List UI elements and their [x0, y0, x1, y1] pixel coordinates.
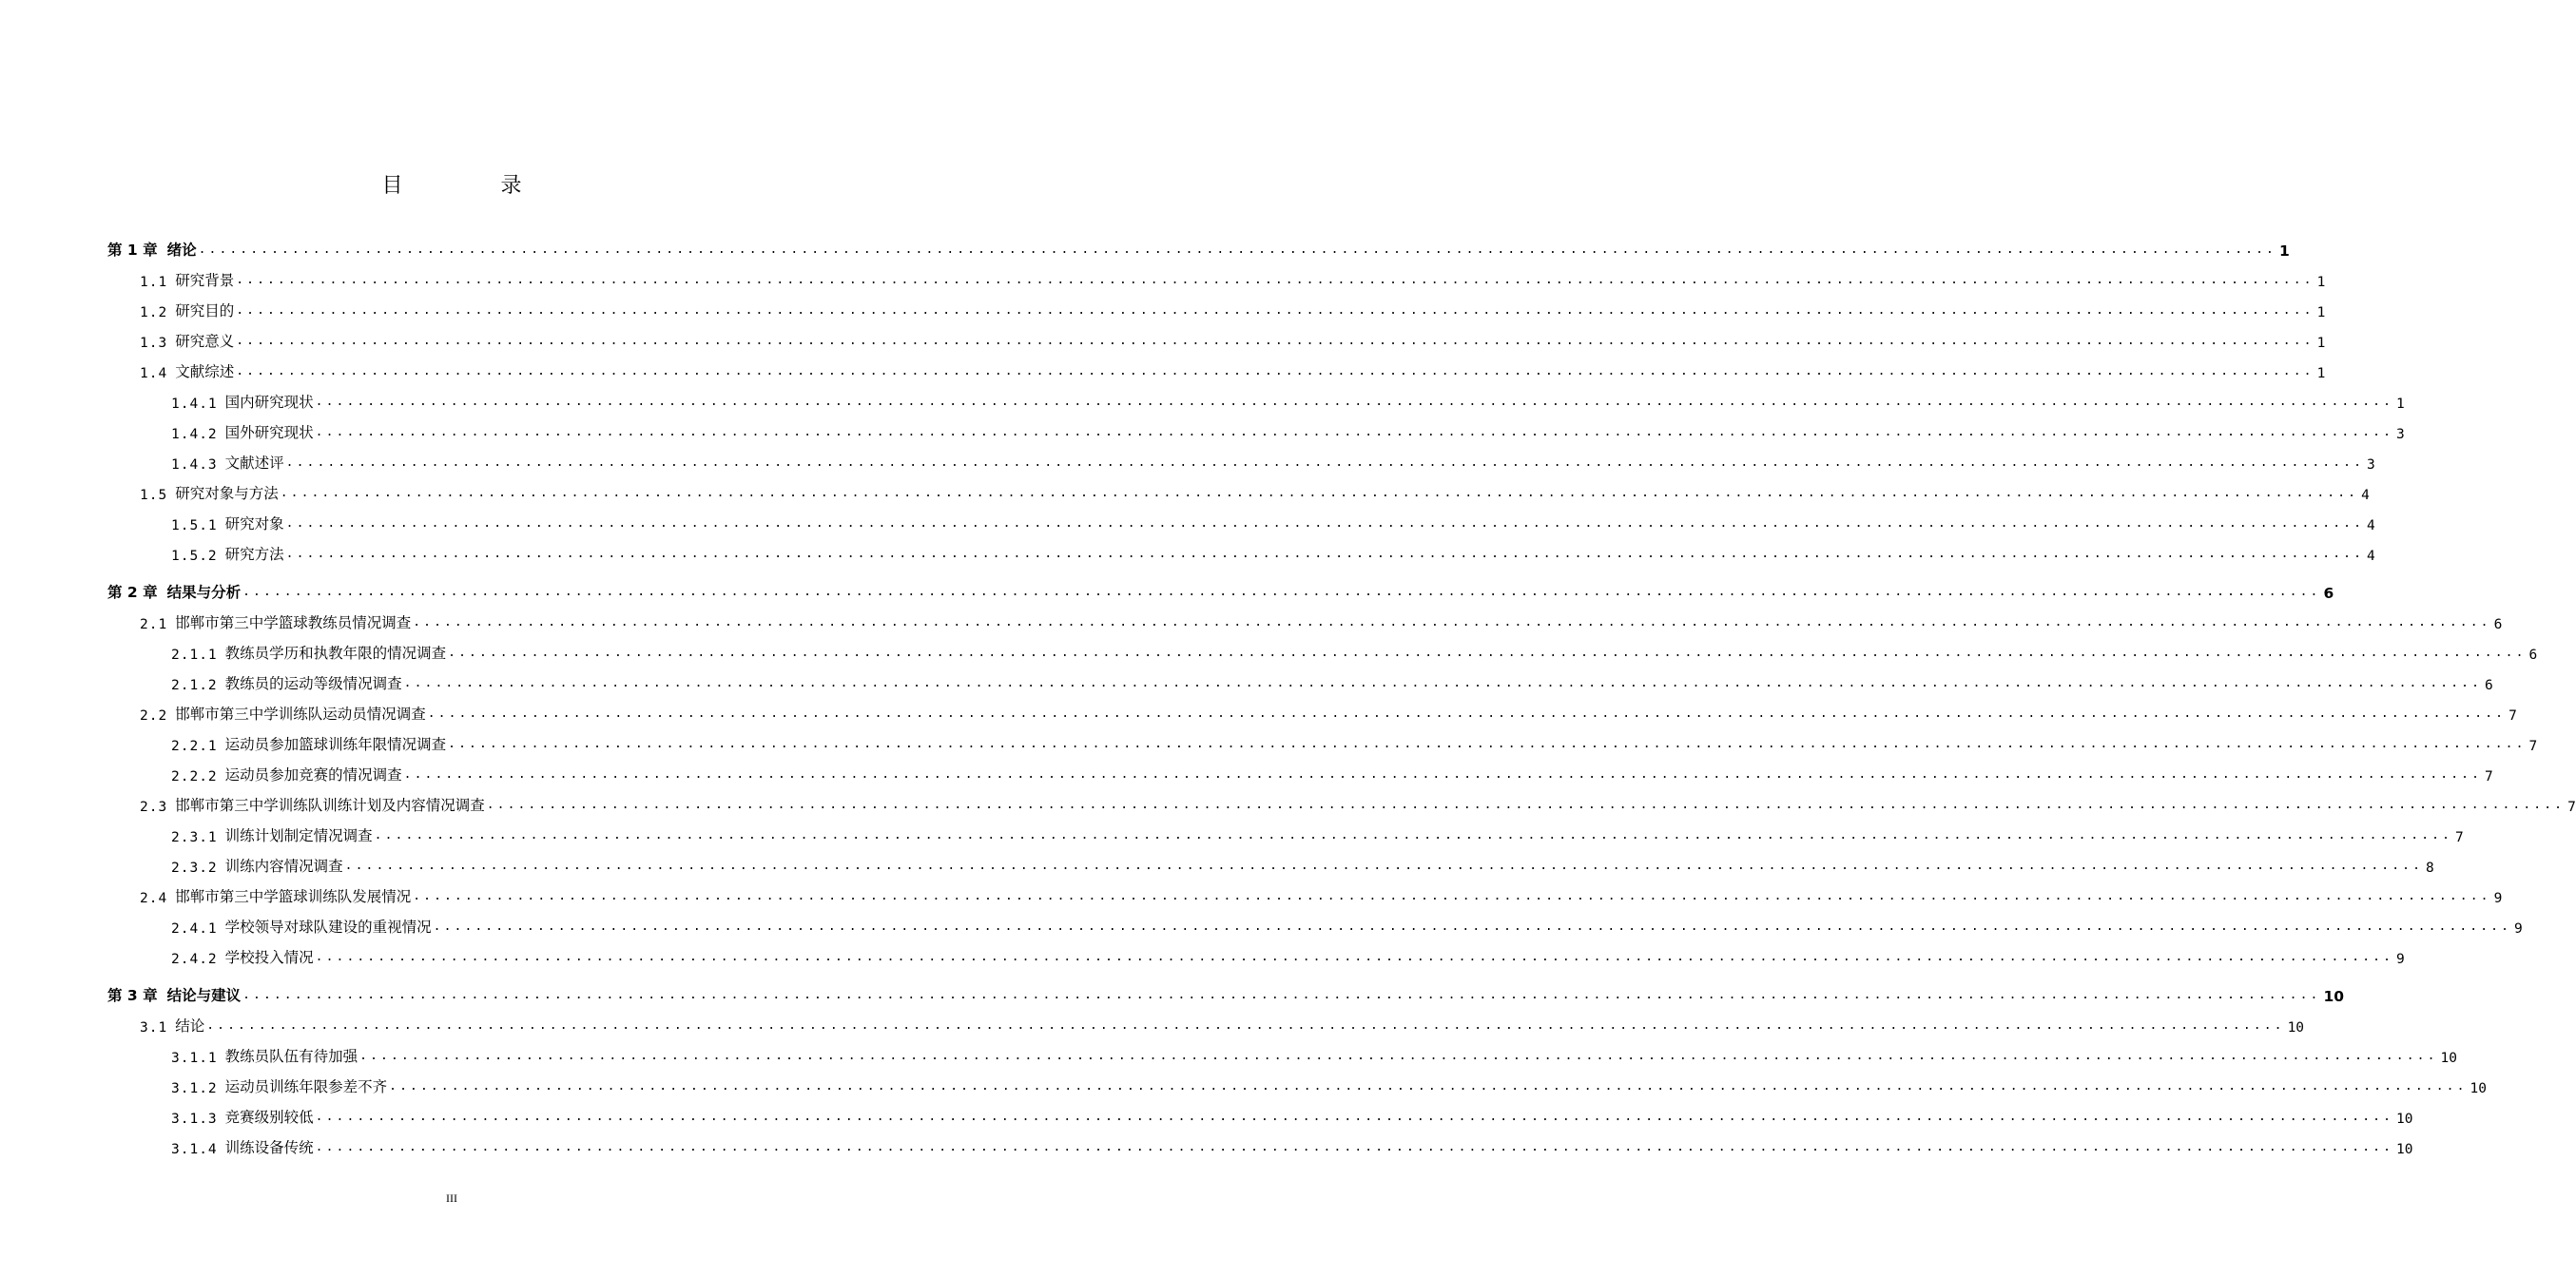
toc-dot-leader: ........................................................................................................................................................................................................	[413, 615, 2491, 629]
toc-dot-leader: ........................................................................................................................................................................................................	[448, 737, 2527, 751]
toc-entry-title: 文献述评	[224, 455, 284, 472]
toc-entry-number: 1.3	[140, 336, 168, 351]
toc-entry-number: 第 2 章	[107, 584, 158, 601]
toc-entry-page: 7	[2455, 830, 2464, 845]
toc-entry-title: 训练设备传统	[224, 1139, 314, 1156]
toc-entry-page: 10	[2396, 1112, 2413, 1127]
toc-entry-page: 4	[2367, 518, 2375, 533]
toc-entry-page: 7	[2567, 800, 2576, 815]
toc-entry-page: 1	[2278, 242, 2290, 260]
toc-entry-page: 9	[2514, 921, 2523, 937]
toc-entry-number: 2.4	[140, 891, 168, 906]
toc-entry-page: 3	[2396, 427, 2405, 442]
toc-entry-number: 2.2.1	[171, 739, 218, 754]
toc-entry[interactable]	[140, 267, 2326, 290]
toc-entry[interactable]	[171, 1134, 2413, 1157]
toc-entry-title: 绪论	[166, 242, 197, 259]
toc-entry[interactable]	[140, 610, 2503, 632]
toc-dot-leader: ........................................................................................................................................................................................................	[389, 1079, 2468, 1094]
toc-entry-title: 教练员学历和执教年限的情况调查	[224, 645, 447, 662]
toc-entry-title: 研究背景	[175, 272, 235, 289]
toc-entry-title: 结论与建议	[166, 987, 242, 1004]
toc-entry[interactable]	[171, 1104, 2413, 1127]
toc-entry-page: 7	[2528, 739, 2538, 754]
toc-dot-leader: ........................................................................................................................................................................................................	[315, 1110, 2394, 1124]
page-number-footer: III	[446, 1191, 457, 1205]
toc-entry-number: 2.3.1	[171, 830, 218, 845]
toc-dot-leader: ........................................................................................................................................................................................................	[403, 676, 2483, 690]
toc-entry-page: 8	[2426, 861, 2434, 876]
toc-entry-page: 1	[2396, 397, 2405, 412]
toc-dot-leader: ........................................................................................................................................................................................................	[236, 364, 2315, 378]
toc-entry-title: 国外研究现状	[224, 424, 314, 441]
toc-dot-leader: ........................................................................................................................................................................................................	[285, 516, 2365, 531]
toc-dot-leader: ........................................................................................................................................................................................................	[315, 395, 2394, 409]
toc-entry[interactable]	[171, 914, 2523, 937]
toc-entry[interactable]	[171, 1074, 2487, 1096]
toc-dot-leader: ........................................................................................................................................................................................................	[315, 950, 2394, 964]
toc-entry-page: 10	[2440, 1051, 2457, 1066]
toc-entry-number: 2.3	[140, 800, 168, 815]
toc-entry-title: 研究目的	[175, 302, 235, 320]
toc-entry[interactable]	[171, 450, 2375, 473]
toc-entry[interactable]	[140, 328, 2326, 351]
toc-dot-leader: ........................................................................................................................................................................................................	[242, 988, 2321, 1002]
toc-entry[interactable]	[140, 701, 2517, 724]
toc-entry[interactable]	[107, 982, 2345, 1005]
toc-dot-leader: ........................................................................................................................................................................................................	[285, 547, 2365, 561]
toc-entry-page: 6	[2485, 678, 2493, 693]
toc-dot-leader: ........................................................................................................................................................................................................	[315, 1140, 2394, 1154]
toc-entry-page: 1	[2316, 305, 2326, 320]
toc-entry-number: 2.4.2	[171, 952, 218, 967]
toc-entry-page: 10	[2396, 1142, 2413, 1157]
toc-entry[interactable]	[171, 853, 2434, 876]
toc-entry-title: 研究意义	[175, 333, 235, 350]
toc-dot-leader: ........................................................................................................................................................................................................	[206, 1018, 2285, 1033]
toc-entry-page: 9	[2396, 952, 2405, 967]
toc-entry-title: 教练员的运动等级情况调查	[224, 675, 402, 692]
toc-entry-title: 文献综述	[175, 363, 235, 380]
toc-entry-page: 1	[2316, 336, 2326, 351]
toc-entry-number: 1.4.1	[171, 397, 218, 412]
toc-entry[interactable]	[171, 1043, 2457, 1066]
toc-entry-number: 2.1.2	[171, 678, 218, 693]
toc-entry-page: 6	[2493, 617, 2503, 632]
toc-entry-page: 7	[2485, 769, 2493, 784]
toc-entry[interactable]	[171, 541, 2375, 564]
toc-entry-number: 3.1.1	[171, 1051, 218, 1066]
toc-entry-page: 9	[2493, 891, 2503, 906]
toc-title: 目 录	[381, 174, 568, 198]
toc-entry-title: 运动员训练年限参差不齐	[224, 1078, 388, 1095]
toc-entry-title: 邯郸市第三中学训练队训练计划及内容情况调查	[175, 797, 485, 814]
toc-dot-leader: ........................................................................................................................................................................................................	[374, 828, 2453, 842]
toc-entry[interactable]	[171, 823, 2464, 845]
toc-dot-leader: ........................................................................................................................................................................................................	[413, 889, 2491, 903]
toc-dot-leader: ........................................................................................................................................................................................................	[433, 920, 2512, 934]
toc-entry[interactable]	[171, 762, 2493, 784]
toc-entry-number: 2.2.2	[171, 769, 218, 784]
toc-entry-title: 训练内容情况调查	[224, 858, 343, 875]
toc-entry-page: 6	[2323, 585, 2334, 602]
toc-entry-title: 教练员队伍有待加强	[224, 1048, 358, 1065]
toc-entry-page: 1	[2316, 366, 2326, 381]
toc-dot-leader: ........................................................................................................................................................................................................	[285, 455, 2365, 470]
toc-entry[interactable]	[171, 389, 2405, 412]
toc-entry-number: 1.4.3	[171, 457, 218, 473]
toc-entry-number: 2.1.1	[171, 648, 218, 663]
toc-entry-title: 学校领导对球队建设的重视情况	[224, 919, 432, 936]
toc-entry[interactable]	[140, 883, 2503, 906]
toc-entry[interactable]	[140, 298, 2326, 320]
toc-entry-number: 第 1 章	[107, 242, 158, 259]
toc-dot-leader: ........................................................................................................................................................................................................	[280, 486, 2359, 500]
toc-entry-page: 6	[2528, 648, 2538, 663]
toc-entry-number: 3.1.3	[171, 1112, 218, 1127]
toc-entry[interactable]	[107, 579, 2334, 602]
toc-entry-page: 10	[2469, 1081, 2487, 1096]
toc-entry[interactable]	[107, 237, 2290, 260]
toc-entry-title: 邯郸市第三中学篮球训练队发展情况	[175, 888, 412, 905]
toc-entry-title: 研究对象与方法	[175, 485, 279, 502]
toc-entry-page: 10	[2287, 1020, 2305, 1036]
toc-entry-title: 结论	[175, 1017, 205, 1035]
toc-entry[interactable]	[171, 944, 2405, 967]
toc-entry[interactable]	[140, 358, 2326, 381]
toc-entry-number: 2.1	[140, 617, 168, 632]
toc-dot-leader: ........................................................................................................................................................................................................	[236, 273, 2315, 287]
toc-entry-title: 邯郸市第三中学篮球教练员情况调查	[175, 614, 412, 631]
toc-dot-leader: ........................................................................................................................................................................................................	[359, 1049, 2438, 1063]
toc-entry-page: 10	[2323, 988, 2345, 1005]
toc-dot-leader: ........................................................................................................................................................................................................	[427, 707, 2507, 721]
toc-entry-number: 3.1.2	[171, 1081, 218, 1096]
toc-dot-leader: ........................................................................................................................................................................................................	[403, 767, 2483, 782]
toc-dot-leader: ........................................................................................................................................................................................................	[448, 646, 2527, 660]
toc-entry[interactable]	[171, 731, 2538, 754]
toc-entry-number: 2.2	[140, 708, 168, 724]
toc-entry-number: 1.4.2	[171, 427, 218, 442]
toc-entry-number: 1.4	[140, 366, 168, 381]
toc-entry-page: 4	[2361, 488, 2370, 503]
toc-entry-title: 邯郸市第三中学训练队运动员情况调查	[175, 706, 426, 723]
toc-entry-title: 学校投入情况	[224, 949, 314, 966]
toc-entry[interactable]	[171, 511, 2375, 533]
toc-entry-title: 研究对象	[224, 515, 284, 532]
toc-entry-page: 3	[2367, 457, 2375, 473]
toc-dot-leader: ........................................................................................................................................................................................................	[198, 242, 2276, 257]
toc-entry[interactable]	[140, 480, 2370, 503]
toc-entry[interactable]	[171, 419, 2405, 442]
toc-entry-number: 1.5.2	[171, 549, 218, 564]
toc-entry-number: 1.1	[140, 275, 168, 290]
toc-entry-page: 7	[2508, 708, 2517, 724]
toc-entry-number: 3.1.4	[171, 1142, 218, 1157]
toc-entry[interactable]	[140, 1013, 2305, 1036]
toc-entry-title: 国内研究现状	[224, 394, 314, 411]
toc-entry-number: 2.4.1	[171, 921, 218, 937]
toc-entry[interactable]	[171, 640, 2538, 663]
toc-entry-number: 3.1	[140, 1020, 168, 1036]
toc-entry-number: 1.2	[140, 305, 168, 320]
toc-dot-leader: ........................................................................................................................................................................................................	[236, 303, 2315, 318]
toc-dot-leader: ........................................................................................................................................................................................................	[236, 334, 2315, 348]
toc-entry-number: 2.3.2	[171, 861, 218, 876]
toc-entry-title: 结果与分析	[166, 584, 242, 601]
toc-entry-title: 运动员参加篮球训练年限情况调查	[224, 736, 447, 753]
toc-entry-number: 1.5.1	[171, 518, 218, 533]
toc-entry-title: 研究方法	[224, 546, 284, 563]
toc-entry-number: 第 3 章	[107, 987, 158, 1004]
toc-entry-title: 训练计划制定情况调查	[224, 827, 373, 844]
toc-dot-leader: ........................................................................................................................................................................................................	[344, 859, 2424, 873]
toc-entry-page: 1	[2316, 275, 2326, 290]
toc-entry-title: 运动员参加竞赛的情况调查	[224, 766, 402, 784]
toc-dot-leader: ........................................................................................................................................................................................................	[486, 798, 2566, 812]
toc-dot-leader: ........................................................................................................................................................................................................	[242, 585, 2321, 599]
toc-entry[interactable]	[140, 792, 2576, 815]
toc-entry[interactable]	[171, 670, 2493, 693]
toc-entry-page: 4	[2367, 549, 2375, 564]
toc-entry-title: 竞赛级别较低	[224, 1109, 314, 1126]
toc-entry-number: 1.5	[140, 488, 168, 503]
toc-dot-leader: ........................................................................................................................................................................................................	[315, 425, 2394, 439]
